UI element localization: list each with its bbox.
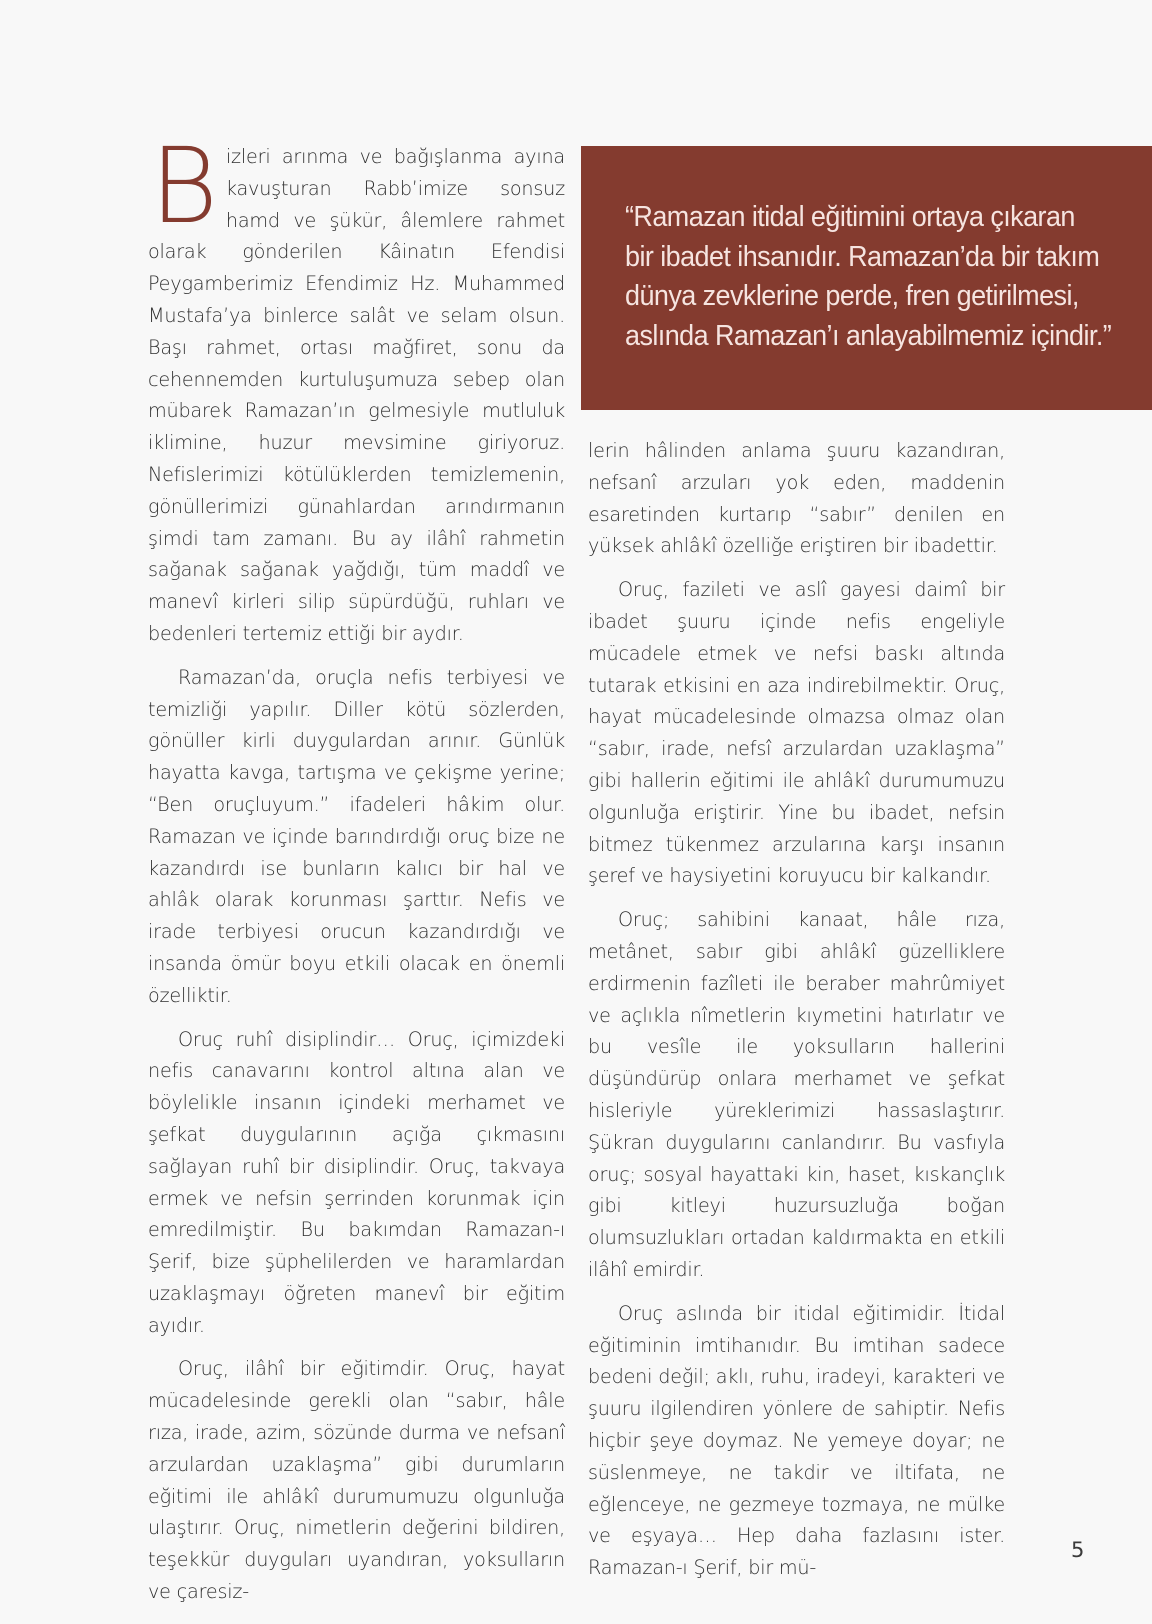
pull-quote-text: [625, 198, 1112, 356]
paragraph: Oruç, ilâhî bir eğitimdir. Oruç, hayat mücadelesinde gerekli olan “sabır, hâle rıza, irade, azim, sözünde durma ve nefsanî arzulardan uzaklaşma” gibi durumların eğitimi ile ahlâkî durumumuzu olgunluğa ulaştırır. Oruç, nimetlerin değerini bildiren, teşekkür duyguları uyandıran, yoksulların ve çaresiz-: [148, 1357, 565, 1604]
drop-cap: B: [150, 125, 218, 247]
pull-quote-line: bir ibadet ihsanıdır. Ramazan’da bir takım: [625, 240, 1100, 273]
paragraph: Oruç, fazileti ve aslî gayesi daimî bir ibadet şuuru içinde nefis engeliyle mücadele etmek ve nefsi baskı altında tutarak etkisini en aza indirebilmektir. Oruç, hayat mücadelesinde olmazsa olmaz olan “sabır, irade, nefsî arzulardan uzaklaşma” gibi hallerin eğitimi ile ahlâkî durumumuzu olgunluğa eriştirir. Yine bu ibadet, nefsin bitmez tükenmez arzularına karşı insanın şeref ve haysiyetini koruyucu bir kalkandır.: [588, 578, 1005, 888]
continued-paragraph: lerin hâlinden anlama şuuru kazandıran, nefsanî arzuları yok eden, maddenin esaretinden kurtarıp “sabır” denilen en yüksek ahlâkî özelliğe eriştiren bir ibadettir.: [588, 439, 1005, 558]
pull-quote-line: aslında Ramazan’ı anlayabilmemiz içindir.”: [625, 319, 1112, 352]
paragraph: Oruç aslında bir itidal eğitimidir. İtidal eğitiminin imtihanıdır. Bu imtihan sadece bedeni değil; aklı, ruhu, iradeyi, karakteri ve şuuru ilgilendiren yönlere de sahiptir. Nefis hiçbir şeye doymaz. Ne yemeye doyar; ne süslenmeye, ne takdir ve iltifata, ne eğlenceye, ne gezmeye tozmaya, ne mülke ve eşyaya… Hep daha fazlasını ister. Ramazan-ı Şerif, bir mü-: [588, 1301, 1005, 1580]
pull-quote-line: dünya zevklerine perde, fren getirilmesi,: [625, 280, 1079, 312]
paragraph: Ramazan’da, oruçla nefis terbiyesi ve temizliği yapılır. Diller kötü sözlerden, gönüller kirli duygulardan arınır. Günlük hayatta kavga, tartışma ve çekişme yerine; “Ben oruçluyum.” ifadeleri hâkim olur. Ramazan ve içinde barındırdığı oruç bize ne kazandırdı ise bunların kalıcı bir hal ve ahlâk olarak korunması şarttır. Nefis ve irade terbiyesi orucun kazandırdığı ve insanda ömür boyu etkili olacak en önemli özelliktir.: [148, 665, 565, 1007]
pull-quote-box: [581, 146, 1152, 410]
intro-paragraph-text: izleri arınma ve bağışlanma ayına kavuşturan Rabb’imize sonsuz hamd ve şükür, âlemlere rahmet olarak gönderilen Kâinatın Efendisi Peygamberimiz Efendimiz Hz. Muhammed Mustafa’ya binlerce salât ve selam olsun. Başı rahmet, ortası mağfiret, sonu da cehennemden kurtuluşumuza sebep olan mübarek Ramazan’ın gelmesiyle mutluluk iklimine, huzur mevsimine giriyoruz. Nefislerimizi kötülüklerden temizlemenin, gönüllerimizi günahlardan arındırmanın şimdi tam zamanı. Bu ay ilâhî rahmetin sağanak sağanak yağdığı, tüm maddî ve manevî kirleri silip süpürdüğü, ruhları ve bedenleri tertemiz ettiği bir aydır.: [148, 145, 565, 645]
paragraph: Oruç ruhî disiplindir… Oruç, içimizdeki nefis canavarını kontrol altına alan ve böylelikle insanın içindeki merhamet ve şefkat duygularının açığa çıkmasını sağlayan ruhî bir disiplindir. Oruç, takvaya ermek ve nefsin şerrinden korunmak için emredilmiştir. Bu bakımdan Ramazan-ı Şerif, bize şüphelilerden ve haramlardan uzaklaşmayı öğreten manevî bir eğitim ayıdır.: [148, 1027, 565, 1337]
paragraph: Oruç; sahibini kanaat, hâle rıza, metânet, sabır gibi ahlâkî güzelliklere erdirmenin fazîleti ile beraber mahrûmiyet ve açlıkla nîmetlerin kıymetini hatırlatır ve bu vesîle ile yoksulların hallerini düşündürüp onlara merhamet ve şefkat hisleriyle yüreklerimizi hassaslaştırır. Şükran duygularını canlandırır. Bu vasfıyla oruç; sosyal hayattaki kin, haset, kıskançlık gibi kitleyi huzursuzluğa boğan olumsuzlukları ortadan kaldırmakta en etkili ilâhî emirdir.: [588, 908, 1005, 1281]
left-text-column: [148, 125, 565, 1620]
page-number: 5: [1071, 1538, 1085, 1562]
right-text-column: [588, 435, 1005, 1596]
intro-paragraph: [148, 125, 565, 650]
pull-quote-line: “Ramazan itidal eğitimini ortaya çıkaran: [625, 201, 1075, 233]
